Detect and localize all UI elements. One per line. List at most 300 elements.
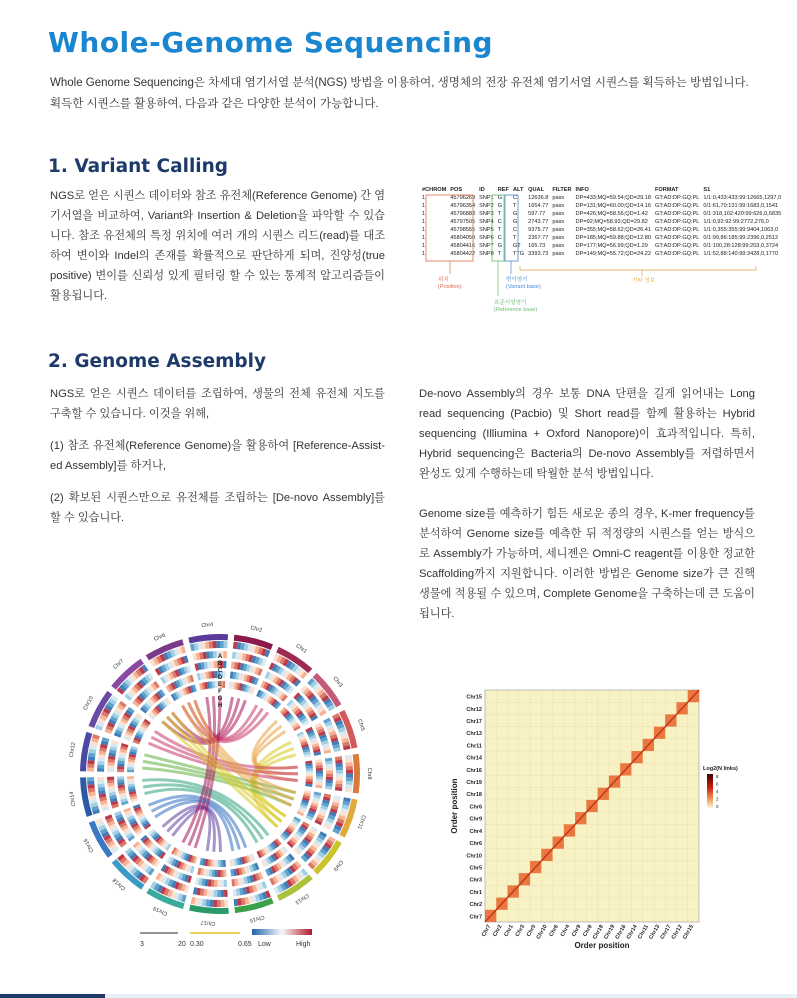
vcf-cell: DP=131;MQ=60.00;QD=14.16 xyxy=(575,203,651,209)
circos-heat-cell xyxy=(220,641,224,648)
vcf-cell: 1 xyxy=(422,251,426,257)
circos-heat-cell xyxy=(221,890,225,897)
hic-y-tick-label: Chr1 xyxy=(469,889,482,896)
vcf-cell: 1 xyxy=(422,235,426,241)
circos-heat-cell xyxy=(210,661,214,668)
section1-text: NGS로 얻은 시퀀스 데이터와 참조 유전체(Reference Genome) 간 염기서열을 비교하여, Variant와 Insertion & Deletion을 파악할 수 있습니다. 참조 유전체의 특정 위치에 여러 개의 시퀀스 리드(read)를 대조하여 변이와 Indel의 존재를 확률적으로 판단하게 되며, 진양성(true positive) 변이를 신뢰성 있게 필터링 할 수 있는 통계적 알고리즘들이 활용됩니다. xyxy=(50,190,385,302)
circos-heat-cell xyxy=(215,860,218,867)
hic-x-tick-label: Chr12 xyxy=(670,924,684,941)
hic-y-tick-label: Chr17 xyxy=(466,718,482,725)
circos-heat-cell xyxy=(218,860,221,867)
circos-heat-cell xyxy=(214,890,218,897)
circos-heat-cell xyxy=(336,780,343,784)
vcf-cell: 1/1:52,88:140:99:3428,0,1770 xyxy=(703,251,779,257)
circos-heat-cell xyxy=(336,763,343,767)
circos-heat-cell xyxy=(346,770,353,774)
hic-x-tick-label: Chr16 xyxy=(614,924,628,941)
vcf-cell: SNP8 xyxy=(479,251,494,257)
hic-y-tick-label: Chr6 xyxy=(469,841,482,848)
hic-x-tick-label: Chr15 xyxy=(682,924,696,941)
circos-heat-cell xyxy=(336,777,343,781)
circos-heat-cell xyxy=(97,768,104,772)
vcf-cell: DP=149;MQ=55.72;QD=24.22 xyxy=(575,251,651,257)
hic-x-tick-label: Chr6 xyxy=(548,924,560,938)
circos-heat-cell xyxy=(206,899,210,906)
circos-heat-cell xyxy=(316,779,323,782)
vcf-cell: 3393.73 xyxy=(528,251,549,257)
circos-heat-cell xyxy=(326,774,333,777)
vcf-cell: GT:AD:DP:GQ:PL xyxy=(654,211,700,217)
circos-heat-cell xyxy=(215,870,218,877)
vcf-cell: G xyxy=(497,243,503,249)
hic-y-tick-label: Chr19 xyxy=(466,780,482,787)
circos-heat-cell xyxy=(107,780,114,784)
circos-chromosome-label: Chr12 xyxy=(68,741,78,758)
hic-x-tick-label: Chr2 xyxy=(492,924,504,938)
circos-heat-cell xyxy=(107,765,114,769)
circos-heat-cell xyxy=(117,776,124,779)
vcf-header-cell: REF xyxy=(497,187,509,193)
section2-left-p1: NGS로 얻은 시퀀스 데이터를 조립하여, 생물의 전체 유전체 지도를 구축할 수 있습니다. 이것을 위해, xyxy=(50,388,385,420)
vcf-cell: pass xyxy=(552,219,565,225)
vcf-cell: 0/1:61,70:131:99:1683,0,1541 xyxy=(703,203,779,209)
hic-legend-tick: 4 xyxy=(716,789,719,794)
circos-heat-cell xyxy=(217,880,220,887)
circos-heat-cell xyxy=(87,764,94,768)
vcf-cell: GT:AD:DP:GQ:PL xyxy=(654,243,700,249)
circos-chromosome-label: Chr19 xyxy=(152,904,169,917)
circos-heat-cell xyxy=(326,767,333,770)
vcf-cell: GT:AD:DP:GQ:PL xyxy=(654,219,700,225)
hic-y-tick-label: Chr2 xyxy=(469,902,482,909)
circos-chromosome-label: Chr10 xyxy=(82,695,95,712)
vcf-cell: 1/1:0,433:433:99:12665,1297,0 xyxy=(703,195,782,201)
circos-heat-cell xyxy=(224,641,228,648)
vcf-row xyxy=(420,202,783,210)
vcf-cell: G xyxy=(512,211,518,217)
hic-x-tick-label: Chr10 xyxy=(535,924,549,941)
hic-legend-title: Log2(N links) xyxy=(703,766,738,772)
vcf-header-cell: S1 xyxy=(703,187,711,193)
vcf-cell: GT xyxy=(512,243,521,249)
circos-track-letter: H xyxy=(217,703,223,709)
vcf-cell: DP=426;MQ=58.56;QD=1.42 xyxy=(575,211,648,217)
hic-x-tick-label: Chr9 xyxy=(571,924,583,938)
vcf-annotation-other: 기타 정보 xyxy=(632,278,656,284)
circos-heat-cell xyxy=(127,770,134,773)
circos-chromosome-label: Chr16 xyxy=(82,837,96,854)
circos-chromosome-label: Chr1 xyxy=(294,643,308,655)
section2-right-p1: De-novo Assembly의 경우 보통 DNA 단편을 길게 읽어내는 Long read sequencing (Pacbio) 및 Short read를 함께 활용하는 Hybrid sequencing (Illiumina + Oxford Nanopore)이 효과적입니다. 특히, Hybrid sequencing은 Bacteria의 De-novo Assembly를 저렴하면서 완성도 있게 수행하는데 탁월한 분석 방법입니다. xyxy=(419,388,755,480)
circos-heat-cell xyxy=(326,770,333,773)
vcf-cell: 1 xyxy=(422,243,426,249)
circos-chromosome-label: Chr15 xyxy=(248,913,265,924)
circos-heat-cell xyxy=(87,760,94,764)
hic-legend-tick: 0 xyxy=(716,804,719,809)
footer-bar-accent xyxy=(0,994,105,998)
circos-chromosome-label: Chr13 xyxy=(293,891,310,906)
hic-legend-tick: 2 xyxy=(716,796,719,802)
vcf-cell: T xyxy=(512,235,517,241)
hic-x-tick-label: Chr13 xyxy=(648,924,662,941)
circos-heat-cell xyxy=(210,890,214,897)
circos-heat-cell xyxy=(316,776,323,779)
circos-heat-cell xyxy=(213,651,217,658)
hic-y-tick-label: Chr18 xyxy=(466,792,482,799)
circos-heat-cell xyxy=(223,651,227,658)
circos-heat-cell xyxy=(221,870,224,877)
circos-heat-cell xyxy=(346,781,353,785)
circos-chromosome-label: Chr4 xyxy=(201,622,214,630)
vcf-row xyxy=(420,226,783,234)
vcf-cell: G xyxy=(512,219,518,225)
hic-legend-tick: 6 xyxy=(716,781,719,787)
vcf-cell: pass xyxy=(552,195,565,201)
vcf-cell: 45796354 xyxy=(450,203,476,209)
vcf-cell: pass xyxy=(552,235,565,241)
vcf-figure xyxy=(420,186,782,326)
circos-chromosome-label: Chr17 xyxy=(200,918,216,927)
vcf-cell: 45797505 xyxy=(450,219,476,225)
vcf-cell: G xyxy=(497,203,503,209)
vcf-cell: pass xyxy=(552,243,565,249)
circos-heat-cell xyxy=(306,776,313,779)
circos-legend-label: High xyxy=(296,941,311,948)
circos-heat-cell xyxy=(216,641,220,648)
vcf-row xyxy=(420,194,783,202)
vcf-annotation-position xyxy=(438,277,462,291)
vcf-cell: GT:AD:DP:GQ:PL xyxy=(654,203,700,209)
circos-heat-cell xyxy=(117,779,124,782)
hic-y-tick-label: Chr16 xyxy=(466,767,482,774)
vcf-body xyxy=(420,194,783,258)
circos-heat-cell xyxy=(326,780,333,784)
vcf-cell: pass xyxy=(552,227,565,233)
vcf-cell: 1654.77 xyxy=(528,203,549,209)
circos-chromosome-label: Chr11 xyxy=(355,814,367,830)
vcf-row xyxy=(420,234,783,242)
hic-x-tick-label: Chr18 xyxy=(592,924,605,941)
circos-heat-cell xyxy=(223,671,226,678)
circos-heat-cell xyxy=(107,777,114,780)
vcf-cell: C xyxy=(497,219,502,225)
vcf-cell: T xyxy=(497,251,502,257)
circos-heat-cell xyxy=(346,766,353,770)
circos-heat-cell xyxy=(97,780,104,784)
circos-heat-cell xyxy=(345,755,352,760)
vcf-annotation-reference-ko: 표준서열염기 xyxy=(494,300,527,306)
vcf-header-cell: ALT xyxy=(512,187,524,193)
circos-heat-cell xyxy=(218,870,221,877)
vcf-cell: DP=433;MQ=59.54;QD=29.18 xyxy=(575,195,651,201)
circos-heat-cell xyxy=(211,880,215,887)
vcf-cell: GT:AD:DP:GQ:PL xyxy=(654,235,700,241)
circos-heat-cell xyxy=(117,769,124,772)
circos-heat-cell xyxy=(336,767,343,771)
vcf-cell: 165.73 xyxy=(528,243,546,249)
circos-track-letter: E xyxy=(217,682,223,688)
circos-track-letter: C xyxy=(217,668,223,674)
hic-y-tick-label: Chr15 xyxy=(466,694,482,701)
vcf-cell: 2743.77 xyxy=(528,219,549,225)
vcf-cell: 45804416 xyxy=(450,243,476,249)
circos-track-letter: D xyxy=(217,675,223,681)
circos-heat-cell xyxy=(346,777,353,781)
hic-x-axis-title: Order position xyxy=(574,941,630,950)
hic-x-tick-label: Chr4 xyxy=(559,924,572,938)
vcf-cell: C xyxy=(512,195,517,201)
hic-heatmap xyxy=(445,682,745,952)
hic-x-tick-label: Chr1 xyxy=(503,924,515,938)
vcf-table xyxy=(420,186,783,258)
circos-chromosome-label: Chr5 xyxy=(356,718,366,732)
vcf-cell: 0/1:100,28:128:99:203,0,3724 xyxy=(703,243,779,249)
vcf-header-cell: #CHROM xyxy=(422,187,447,193)
circos-heat-cell xyxy=(221,880,224,887)
hic-y-tick-label: Chr9 xyxy=(469,816,482,823)
circos-heat-cell xyxy=(87,777,94,781)
circos-heat-cell xyxy=(223,661,226,668)
vcf-cell: GT:AD:DP:GQ:PL xyxy=(654,251,700,257)
vcf-cell: 1 xyxy=(422,227,426,233)
vcf-cell: 1 xyxy=(422,203,426,209)
circos-heat-cell xyxy=(306,768,313,771)
hic-x-tick-label: Chr3 xyxy=(514,924,527,938)
vcf-cell: 0/1:99,86:185:99:2396,0,2512 xyxy=(703,235,779,241)
vcf-cell: pass xyxy=(552,211,565,217)
circos-heat-cell xyxy=(214,671,217,678)
hic-y-axis-title: Order position xyxy=(450,778,459,834)
vcf-annotation-variant-en: (Variant base) xyxy=(506,284,541,290)
vcf-cell: pass xyxy=(552,203,565,209)
circos-heat-cell xyxy=(306,774,313,777)
vcf-cell: TTG xyxy=(512,251,525,257)
hic-x-tick-label: Chr11 xyxy=(637,924,651,941)
vcf-cell: T xyxy=(512,203,517,209)
vcf-cell: 45798555 xyxy=(450,227,476,233)
circos-legend-label: 20 xyxy=(178,941,186,948)
intro-line-1: Whole Genome Sequencing은 차세대 염기서열 분석(NGS) 방법을 이용하여, 생명체의 전장 유전체 염기서열 시퀀스를 획득하는 방법입니다. xyxy=(50,77,749,89)
vcf-header-cell: INFO xyxy=(575,187,589,193)
vcf-annotation-variant-ko: 변이염기 xyxy=(506,277,528,283)
hic-x-tick-label: Chr7 xyxy=(480,924,493,938)
hic-legend-colorbar xyxy=(707,774,713,808)
circos-heat-cell xyxy=(326,777,333,780)
circos-track-letter: A xyxy=(217,654,223,660)
circos-heat-cell xyxy=(224,890,228,897)
vcf-cell: 2367.77 xyxy=(528,235,549,241)
section1-title: Variant Calling xyxy=(74,156,229,177)
circos-heat-cell xyxy=(220,860,223,867)
hic-x-tick-label: Chr5 xyxy=(525,924,538,938)
vcf-cell: GT:AD:DP:GQ:PL xyxy=(654,227,700,233)
intro-text xyxy=(50,73,750,115)
circos-heat-cell xyxy=(97,777,104,781)
vcf-cell: T xyxy=(497,211,502,217)
hic-y-tick-label: Chr4 xyxy=(469,828,482,835)
hic-y-tick-label: Chr14 xyxy=(466,755,482,762)
hic-y-tick-label: Chr5 xyxy=(469,865,482,872)
vcf-cell: SNP1 xyxy=(479,195,494,201)
vcf-cell: 1 xyxy=(422,211,426,217)
circos-track-letter: F xyxy=(218,689,222,695)
vcf-annotation-variant xyxy=(506,277,541,291)
vcf-annotation-position-en: (Position) xyxy=(438,284,462,290)
vcf-header-cell: POS xyxy=(450,187,463,193)
circos-heat-cell xyxy=(217,890,221,897)
circos-heat-cell xyxy=(224,900,228,907)
vcf-cell: 0/1:318,102:420:99:626,0,6835 xyxy=(703,211,782,217)
hic-x-tick-label: Chr14 xyxy=(625,924,639,941)
vcf-cell: DP=92;MQ=58.93;QD=29.82 xyxy=(575,219,648,225)
circos-chromosome-label: Chr18 xyxy=(111,876,127,892)
section2-left-text xyxy=(50,384,385,540)
vcf-cell: SNP4 xyxy=(479,219,494,225)
circos-track-letter: G xyxy=(217,696,223,702)
vcf-cell: G xyxy=(497,195,503,201)
page-title: Whole-Genome Sequencing xyxy=(48,26,494,59)
vcf-annotation-position-ko: 위치 xyxy=(438,277,449,283)
vcf-cell: DP=355;MQ=58.62;QD=26.41 xyxy=(575,227,651,233)
hic-y-tick-label: Chr10 xyxy=(466,853,482,860)
vcf-cell: SNP5 xyxy=(479,227,494,233)
circos-legend-label: Low xyxy=(258,941,271,948)
circos-chromosome-label: Chr8 xyxy=(365,767,373,780)
section1-heading xyxy=(48,156,228,177)
hic-y-tick-label: Chr12 xyxy=(466,706,482,713)
circos-heat-cell xyxy=(107,769,114,772)
intro-line-2: 획득한 시퀀스를 활용하여, 다음과 같은 다양한 분석이 가능합니다. xyxy=(50,98,379,110)
vcf-cell: DP=177;MQ=56.99;QD=1.29 xyxy=(575,243,648,249)
vcf-cell: 9375.77 xyxy=(528,227,549,233)
vcf-header-cell: FILTER xyxy=(552,187,572,193)
hic-legend-tick: 8 xyxy=(716,774,719,779)
circos-heat-cell xyxy=(87,781,94,785)
circos-heat-cell xyxy=(222,681,225,688)
vcf-header-row xyxy=(420,186,783,194)
hic-y-tick-label: Chr6 xyxy=(469,804,482,811)
vcf-cell: T xyxy=(497,227,502,233)
circos-chromosome-band xyxy=(353,754,360,794)
circos-heat-cell xyxy=(221,900,225,907)
circos-heat-cell xyxy=(210,651,214,658)
circos-heat-cell xyxy=(97,765,104,769)
circos-heat-cell xyxy=(306,771,313,774)
vcf-cell: 1/1:0,355:355:99:9404,1063,0 xyxy=(703,227,779,233)
section2-title: Genome Assembly xyxy=(74,351,267,372)
circos-chromosome-label: Chr3 xyxy=(331,675,344,689)
vcf-cell: SNP6 xyxy=(479,235,494,241)
vcf-cell: 45804050 xyxy=(450,235,476,241)
vcf-row xyxy=(420,242,783,250)
footer-bar xyxy=(0,994,797,998)
circos-heat-cell xyxy=(346,762,353,766)
section1-number: 1. xyxy=(48,156,68,177)
vcf-header-cell: FORMAT xyxy=(654,187,679,193)
vcf-cell: 597.77 xyxy=(528,211,546,217)
vcf-cell: SNP3 xyxy=(479,211,494,217)
circos-heat-cell xyxy=(223,860,226,867)
vcf-header-cell: QUAL xyxy=(528,187,544,193)
circos-heat-cell xyxy=(316,768,323,771)
hic-x-tick-label: Chr8 xyxy=(582,924,594,938)
section2-right-p2: Genome size를 예측하기 힘든 새로운 종의 경우, K-mer frequency를 분석하여 Genome size를 예측한 뒤 적정량의 시퀀스를 얻는 방식으로 Assembly가 가능하며, 세니젠은 Omni-C reagent를 이용한 정교한 Scaffolding까지 지원합니다. 이러한 방법은 Genome size가 큰 진핵생물에 적용될 수 있으며, Complete Genome을 구축하는데 큰 도움이 됩니다. xyxy=(419,508,755,620)
circos-heat-cell xyxy=(87,768,94,772)
circos-heat-cell xyxy=(214,661,217,668)
vcf-header-cell: ID xyxy=(479,187,485,193)
circos-chromosome-label: Chr14 xyxy=(68,791,78,807)
section2-left-p3: (2) 확보된 시퀀스만으로 유전체를 조립하는 [De-novo Assembly]를 할 수 있습니다. xyxy=(50,492,385,524)
circos-heat-cell xyxy=(224,880,227,887)
vcf-cell: SNP7 xyxy=(479,243,494,249)
hic-y-tick-label: Chr11 xyxy=(466,743,482,750)
circos-plot xyxy=(68,622,373,948)
hic-x-tick-label: Chr19 xyxy=(603,924,617,941)
circos-heat-cell xyxy=(212,870,215,877)
circos-heat-cell xyxy=(127,776,134,779)
vcf-cell: pass xyxy=(552,251,565,257)
vcf-cell: 1 xyxy=(422,219,426,225)
vcf-row xyxy=(420,218,783,226)
circos-track-letter: B xyxy=(217,661,223,667)
vcf-cell: 1 xyxy=(422,195,426,201)
section2-heading xyxy=(48,351,266,372)
circos-heat-cell xyxy=(326,764,333,768)
vcf-cell: GT:AD:DP:GQ:PL xyxy=(654,195,700,201)
circos-chromosome-label: Chr2 xyxy=(249,625,263,634)
circos-heat-cell xyxy=(345,788,352,793)
circos-chromosome-label: Chr6 xyxy=(153,632,167,643)
vcf-row xyxy=(420,210,783,218)
circos-heat-cell xyxy=(316,774,323,777)
circos-legend-label: 3 xyxy=(140,941,144,948)
circos-heat-cell xyxy=(214,880,217,887)
vcf-cell: 12636.8 xyxy=(528,195,549,201)
circos-legend-colorbar xyxy=(252,929,312,935)
vcf-cell: C xyxy=(512,227,517,233)
circos-heat-cell xyxy=(223,870,226,877)
circos-heat-cell xyxy=(316,771,323,774)
circos-chromosome-label: Chr9 xyxy=(331,858,344,872)
circos-heat-cell xyxy=(336,770,343,774)
circos-heat-cell xyxy=(87,784,94,788)
vcf-cell: SNP2 xyxy=(479,203,494,209)
circos-heat-cell xyxy=(209,641,213,648)
section2-right-text xyxy=(419,384,755,636)
vcf-cell: 1/1:0,92:92:99:2772,276,0 xyxy=(703,219,769,225)
circos-heat-cell xyxy=(209,900,213,907)
circos-legend-label: 0.65 xyxy=(238,941,252,948)
section2-number: 2. xyxy=(48,351,68,372)
vcf-cell: C xyxy=(497,235,502,241)
vcf-cell: 45796269 xyxy=(450,195,476,201)
hic-x-tick-label: Chr17 xyxy=(659,924,673,941)
circos-heat-cell xyxy=(212,641,216,648)
vcf-cell: DP=185;MQ=59.88;QD=12.80 xyxy=(575,235,651,241)
vcf-cell: 45796883 xyxy=(450,211,476,217)
section2-left-p2: (1) 참조 유전체(Reference Genome)을 활용하여 [Reference-Assist-ed Assembly]를 하거나, xyxy=(50,440,385,472)
hic-y-tick-label: Chr3 xyxy=(469,877,482,884)
hic-y-tick-label: Chr13 xyxy=(466,731,482,738)
circos-heat-cell xyxy=(213,900,217,907)
circos-heat-cell xyxy=(217,900,221,907)
hic-y-tick-label: Chr7 xyxy=(469,914,482,921)
vcf-cell: 45804422 xyxy=(450,251,476,257)
vcf-annotation-reference-en: (Reference base) xyxy=(494,307,538,313)
circos-heat-cell xyxy=(336,774,343,778)
vcf-row xyxy=(420,250,783,258)
circos-chromosome-label: Chr7 xyxy=(112,658,126,671)
